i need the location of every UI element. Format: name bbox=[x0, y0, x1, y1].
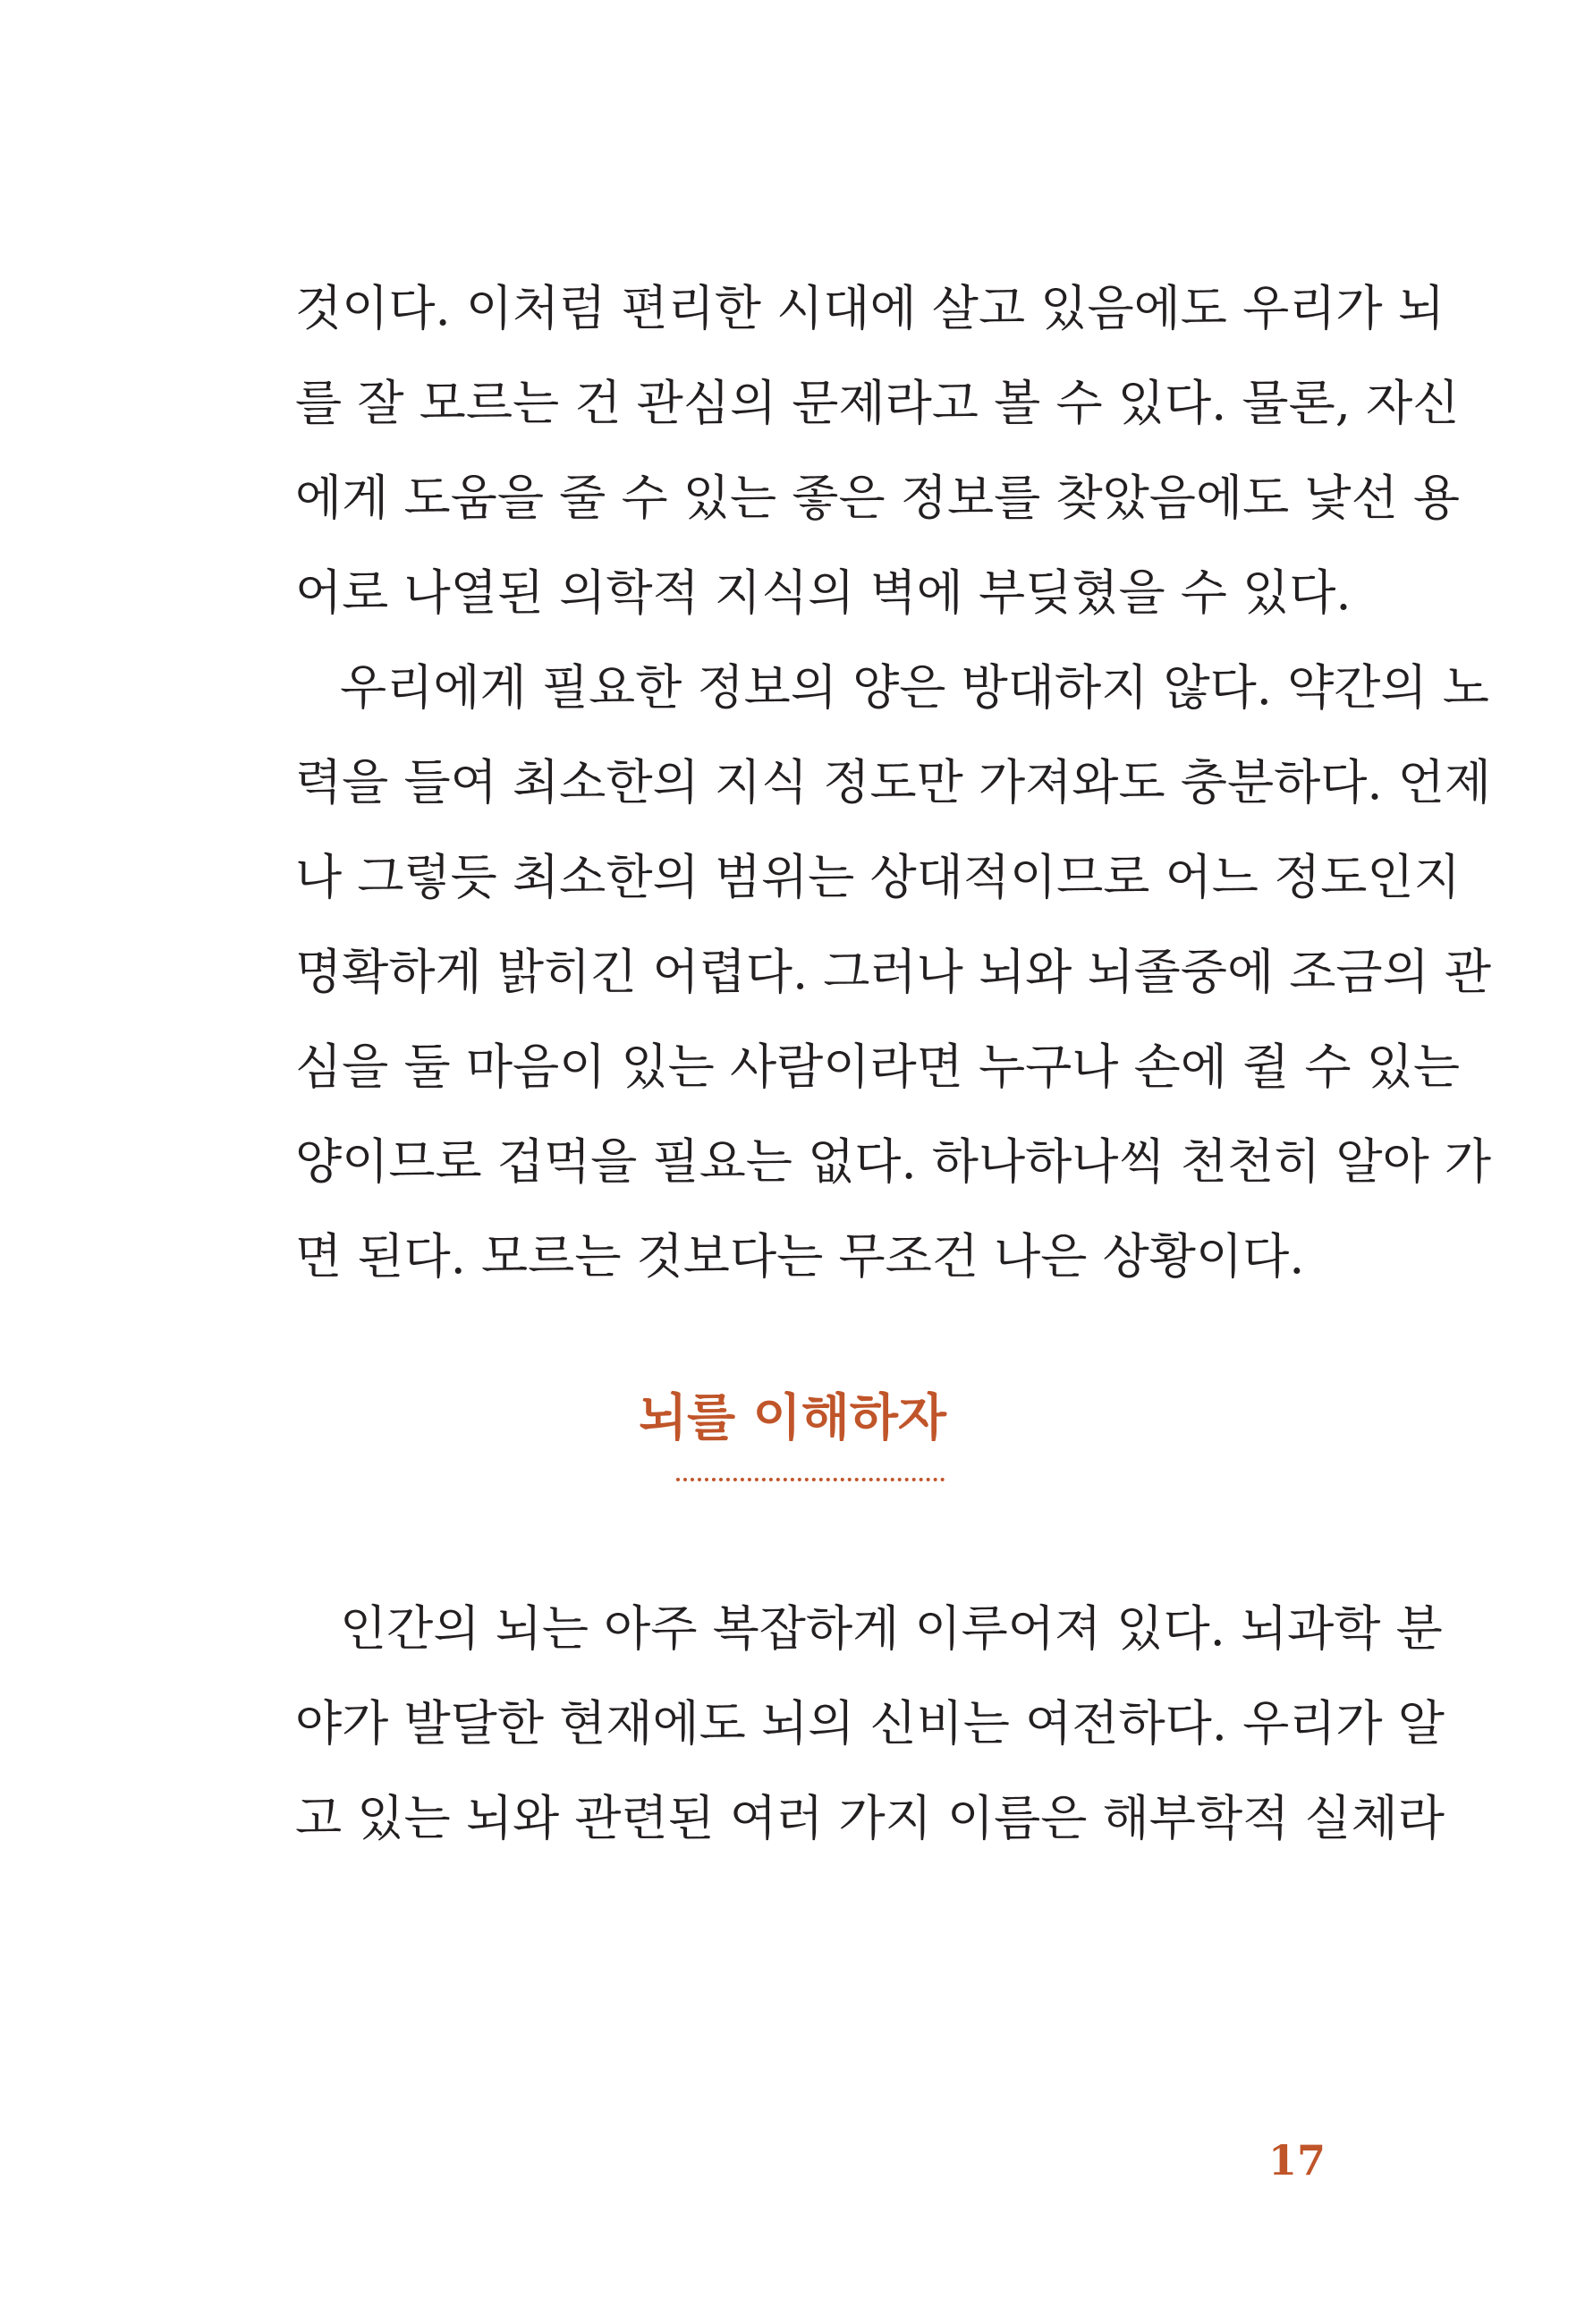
text-line: 심을 둘 마음이 있는 사람이라면 누구나 손에 쥘 수 있는 bbox=[295, 1039, 1461, 1095]
text-line: 명확하게 밝히긴 어렵다. 그러나 뇌와 뇌졸중에 조금의 관 bbox=[295, 944, 1492, 1000]
text-line: 우리에게 필요한 정보의 양은 방대하지 않다. 약간의 노 bbox=[340, 659, 1489, 716]
heading-dotted-underline bbox=[676, 1478, 945, 1481]
text-line: 나 그렇듯 최소한의 범위는 상대적이므로 어느 정도인지 bbox=[295, 849, 1461, 905]
text-line: 어로 나열된 의학적 지식의 벽에 부딪혔을 수 있다. bbox=[295, 564, 1352, 621]
text-line: 야가 발달한 현재에도 뇌의 신비는 여전하다. 우리가 알 bbox=[295, 1695, 1445, 1751]
text-line: 를 잘 모르는 건 관심의 문제라고 볼 수 있다. 물론, 자신 bbox=[295, 375, 1460, 431]
text-line: 인간의 뇌는 아주 복잡하게 이루어져 있다. 뇌과학 분 bbox=[340, 1600, 1443, 1657]
text-line: 고 있는 뇌와 관련된 여러 가지 이름은 해부학적 실체라 bbox=[295, 1790, 1445, 1846]
text-line: 면 된다. 모르는 것보다는 무조건 나은 상황이다. bbox=[295, 1228, 1305, 1285]
text-line: 에게 도움을 줄 수 있는 좋은 정보를 찾았음에도 낯선 용 bbox=[295, 470, 1461, 526]
text-line: 양이므로 겁먹을 필요는 없다. 하나하나씩 천천히 알아 가 bbox=[295, 1133, 1492, 1190]
page-number: 17 bbox=[1267, 2136, 1326, 2184]
text-line: 력을 들여 최소한의 지식 정도만 가져와도 충분하다. 언제 bbox=[295, 754, 1492, 810]
text-line: 것이다. 이처럼 편리한 시대에 살고 있음에도 우리가 뇌 bbox=[295, 280, 1445, 336]
section-heading: 뇌를 이해하자 bbox=[638, 1389, 947, 1447]
